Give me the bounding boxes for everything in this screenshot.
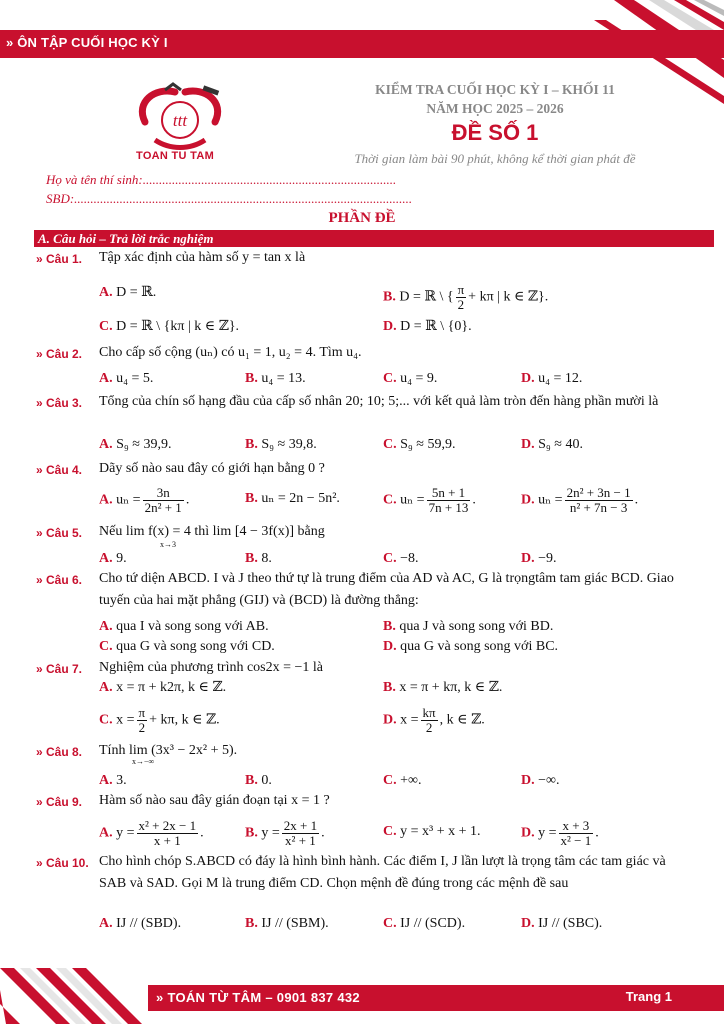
answer-option: D. S₉ ≈ 40. xyxy=(521,437,583,452)
answer-option: B. x = π + kπ, k ∈ ℤ. xyxy=(383,680,503,695)
page-number: Trang 1 xyxy=(625,989,672,1004)
answer-option: B. D = ℝ \ { $\frac{\pi}{2}$ + kπ | k ∈ ℤ}. xyxy=(383,282,549,312)
answer-option: D. u₄ = 12. xyxy=(521,371,583,386)
answer-option: A. u₄ = 5. xyxy=(99,371,154,386)
section-a-title: A. Câu hỏi – Trả lời trắc nghiệm xyxy=(38,231,214,246)
question-text: Tổng của chín số hạng đầu của cấp số nhân 20; 10; 5;... với kết quả làm tròn đến hàng phần mười là xyxy=(99,394,659,409)
top-banner-text: » ÔN TẬP CUỐI HỌC KỲ I xyxy=(6,35,168,50)
answer-option: D. IJ // (SBC). xyxy=(521,916,603,931)
answer-option: D. uₙ = $\frac{\text{2n² + 3n − 1}}{\text{n² + 7n − 3}}$ . xyxy=(521,485,639,515)
exam-title-line2: NĂM HỌC 2025 – 2026 xyxy=(426,101,564,116)
question-text: Dãy số nào sau đây có giới hạn bằng 0 ? xyxy=(99,461,325,476)
answer-option: C. qua G và song song với CD. xyxy=(99,639,275,654)
logo-name: TOAN TU TAM xyxy=(136,150,215,162)
top-banner xyxy=(0,30,724,58)
answer-option: B. IJ // (SBM). xyxy=(245,916,329,931)
answer-option: C. +∞. xyxy=(383,773,422,788)
question-text: Tập xác định của hàm số y = tan x là xyxy=(99,250,306,265)
limit-subscript: x→3 xyxy=(160,540,176,549)
answer-option: D. −∞. xyxy=(521,773,560,788)
answer-option: C. S₉ ≈ 59,9. xyxy=(383,437,456,452)
answer-option: A. 3. xyxy=(99,773,127,788)
answer-option: C. u₄ = 9. xyxy=(383,371,438,386)
exam-time: Thời gian làm bài 90 phút, không kể thời gian phát đề xyxy=(354,151,636,166)
exam-title-line1: KIỂM TRA CUỐI HỌC KỲ I – KHỐI 11 xyxy=(375,82,615,97)
question-text: Cho hình chóp S.ABCD có đáy là hình bình hành. Các điểm I, J lần lượt là trọng tâm các tam giác và SAB và SAD. Gọi M là trung điểm CD. Chọn mệnh đề đúng trong các mệnh đề sau xyxy=(99,854,666,891)
answer-option: A. x = π + k2π, k ∈ ℤ. xyxy=(99,680,227,695)
answer-option: A. qua I và song song với AB. xyxy=(99,619,269,634)
question-label: » Câu 2. xyxy=(36,347,83,361)
answer-option: A. IJ // (SBD). xyxy=(99,916,182,931)
student-id-field: SBD:........................................................................................................ xyxy=(46,191,413,206)
part-title: PHẦN ĐỀ xyxy=(328,210,396,226)
question-label: » Câu 9. xyxy=(36,795,83,809)
answer-option: D. y = $\frac{x + 3}{\text{x² − 1}}$ . xyxy=(521,818,599,848)
answer-option: C. IJ // (SCD). xyxy=(383,916,466,931)
answer-option: D. qua G và song song với BC. xyxy=(383,639,559,654)
question-label: » Câu 5. xyxy=(36,526,83,540)
answer-option: B. 0. xyxy=(245,773,272,788)
answer-option: A. y = $\frac{\text{x² + 2x − 1}}{x + 1}$ . xyxy=(99,818,204,848)
footer-contact: » TOÁN TỪ TÂM – 0901 837 432 xyxy=(156,990,360,1005)
question-label: » Câu 10. xyxy=(36,856,89,870)
answer-option: B. uₙ = 2n − 5n². xyxy=(245,491,340,506)
logo-mark: ttt xyxy=(172,111,188,130)
answer-option: D. x = $\frac{k\pi}{2}$ , k ∈ ℤ. xyxy=(383,705,485,735)
question-label: » Câu 8. xyxy=(36,745,83,759)
answer-option: D. −9. xyxy=(521,551,557,566)
question-text: Nghiệm của phương trình cos2x = −1 là xyxy=(99,660,324,675)
section-a-bar xyxy=(34,230,714,247)
question-label: » Câu 1. xyxy=(36,252,83,266)
question-text: Cho cấp số cộng (uₙ) có u₁ = 1, u₂ = 4. Tìm u₄. xyxy=(99,345,362,360)
student-name-field: Họ và tên thí sinh:.............................................................................. xyxy=(46,172,397,187)
question-text: Nếu lim f(x) = 4 thì lim [4 − 3f(x)] bằng xyxy=(99,524,325,539)
question-label: » Câu 4. xyxy=(36,463,83,477)
question-label: » Câu 6. xyxy=(36,573,83,587)
answer-option: D. D = ℝ \ {0}. xyxy=(383,319,472,334)
answer-option: C. y = x³ + x + 1. xyxy=(383,824,481,839)
answer-option: C. x = $\frac{\pi}{2}$ + kπ, k ∈ ℤ. xyxy=(99,705,220,735)
answer-option: C. D = ℝ \ {kπ | k ∈ ℤ}. xyxy=(99,319,240,334)
question-text: Tính lim (3x³ − 2x² + 5). xyxy=(99,743,238,758)
question-text: Cho tứ diện ABCD. I và J theo thứ tự là trung điểm của AD và AC, G là trọngtâm tam giác BCD. Giao tuyến của hai mặt phẳng (GIJ) và (BCD) là đường thẳng: xyxy=(99,571,674,608)
answer-option: B. u₄ = 13. xyxy=(245,371,306,386)
answer-option: A. 9. xyxy=(99,551,127,566)
exam-number: ĐỀ SỐ 1 xyxy=(451,120,539,145)
question-label: » Câu 3. xyxy=(36,396,83,410)
limit-subscript: x→−∞ xyxy=(132,757,155,766)
answer-option: B. y = $\frac{2x + 1}{\text{x² + 1}}$ . xyxy=(245,818,325,848)
question-label: » Câu 7. xyxy=(36,662,83,676)
answer-option: B. S₉ ≈ 39,8. xyxy=(245,437,317,452)
answer-option: B. qua J và song song với BD. xyxy=(383,619,554,634)
answer-option: C. uₙ = $\frac{5n + 1}{7n + 13}$ . xyxy=(383,485,476,515)
answer-option: C. −8. xyxy=(383,551,419,566)
answer-option: A. uₙ = $\frac{3n}{\text{2n² + 1}}$ . xyxy=(99,485,190,515)
answer-option: B. 8. xyxy=(245,551,272,566)
footer-banner xyxy=(148,985,724,1011)
answer-option: A. S₉ ≈ 39,9. xyxy=(99,437,172,452)
question-text: Hàm số nào sau đây gián đoạn tại x = 1 ? xyxy=(99,793,330,808)
fraction: $\frac{\pi}{2}$ xyxy=(457,282,465,312)
answer-option: A. D = ℝ. xyxy=(99,285,157,300)
